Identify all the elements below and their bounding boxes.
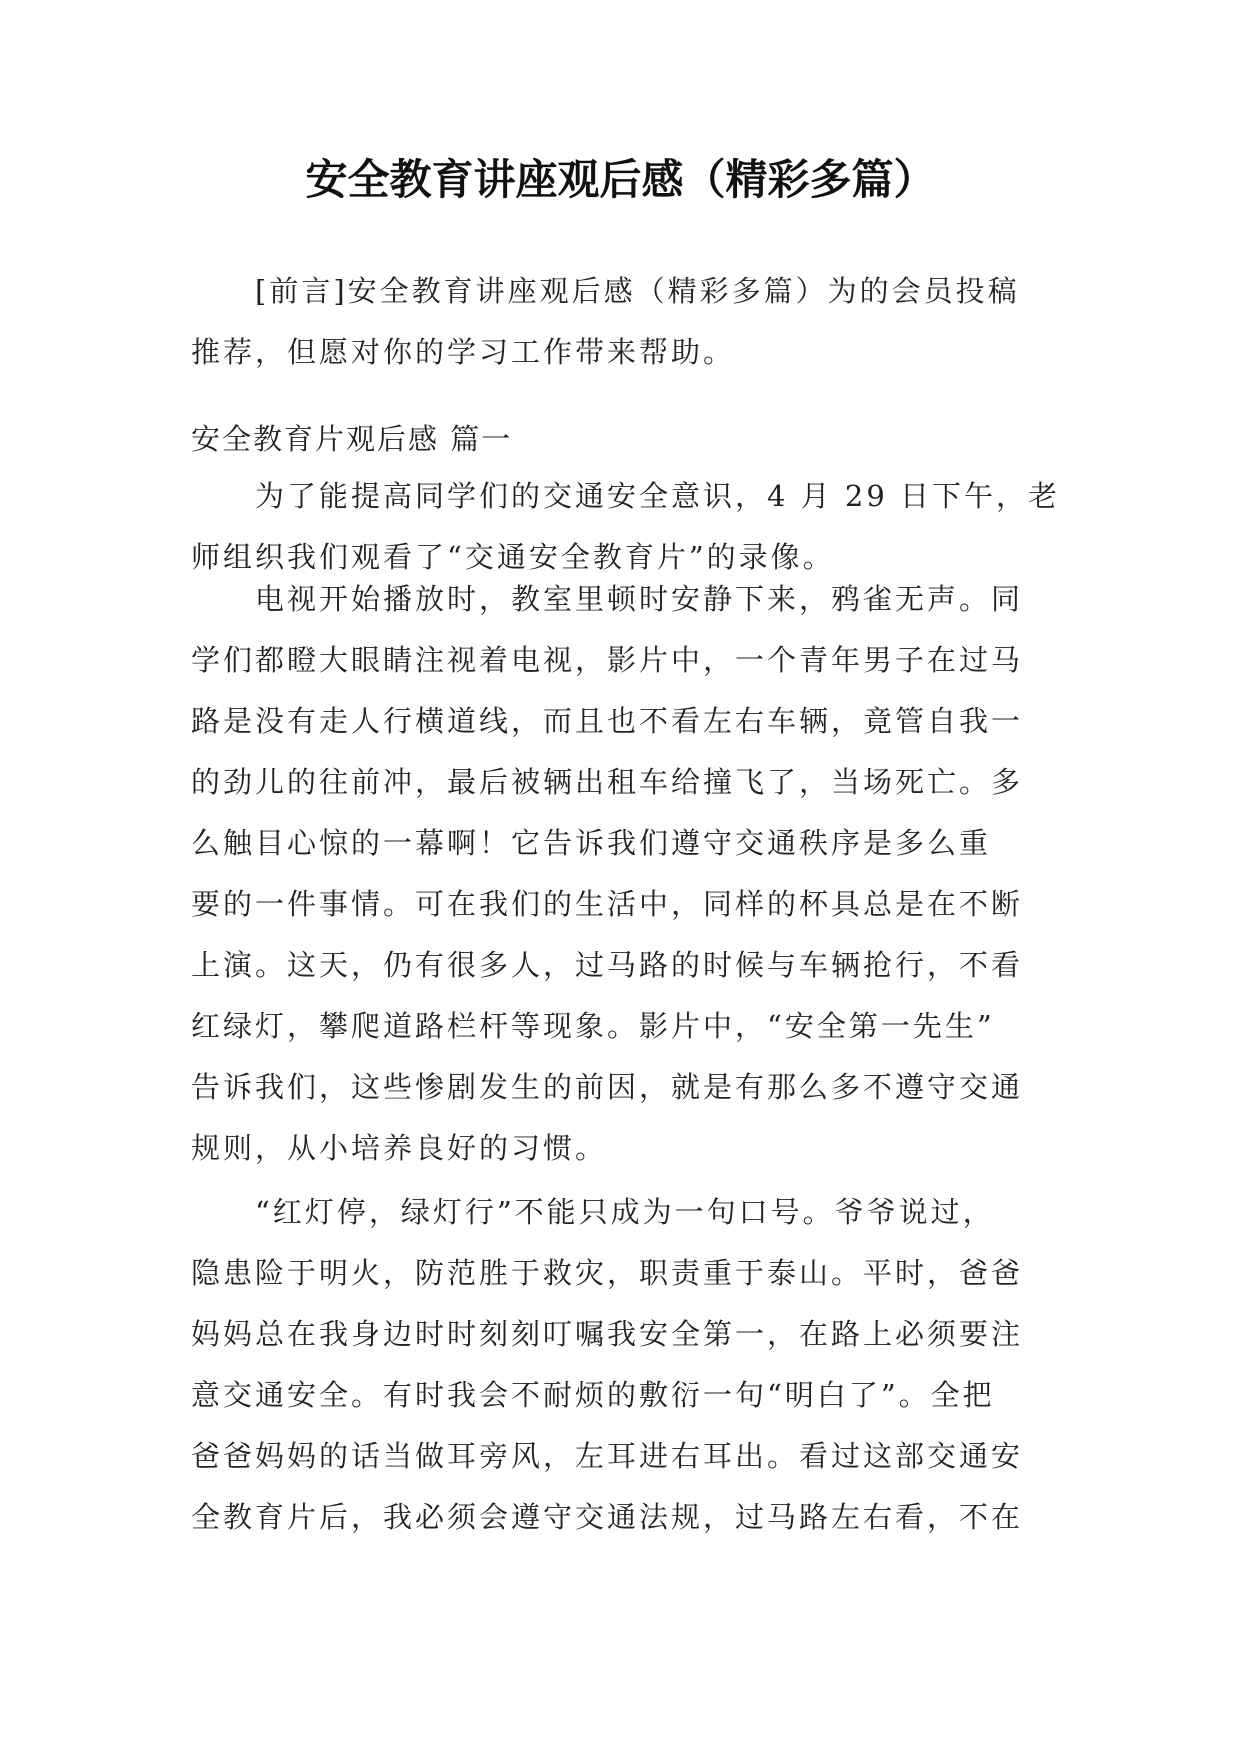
paragraph-line: 意交通安全。有时我会不耐烦的敷衍一句“明白了”。全把	[191, 1378, 995, 1412]
section-heading	[191, 409, 1051, 470]
preface-paragraph	[191, 261, 1051, 383]
preface-line: [前言]安全教育讲座观后感（精彩多篇）为的会员投稿	[255, 274, 1020, 308]
document-title: 安全教育讲座观后感（精彩多篇）	[305, 155, 936, 204]
paragraph-line: “红灯停，绿灯行”不能只成为一句口号。爷爷说过，	[255, 1195, 995, 1229]
paragraph-line: 要的一件事情。可在我们的生活中，同样的杯具总是在不断	[191, 887, 1024, 921]
paragraph-line: 告诉我们，这些惨剧发生的前因，就是有那么多不遵守交通	[191, 1070, 1024, 1104]
paragraph-line: 全教育片后，我必须会遵守交通法规，过马路左右看，不在	[191, 1500, 1024, 1534]
paragraph-line: 爸爸妈妈的话当做耳旁风，左耳进右耳出。看过这部交通安	[191, 1439, 1024, 1473]
paragraph-2	[191, 569, 1051, 1179]
paragraph-line: 的劲儿的往前冲，最后被辆出租车给撞飞了，当场死亡。多	[191, 765, 1024, 799]
paragraph-line: 路是没有走人行横道线，而且也不看左右车辆，竟管自我一	[191, 704, 1024, 738]
section-heading-text: 安全教育片观后感 篇一	[191, 422, 513, 456]
paragraph-line: 为了能提高同学们的交通安全意识，4 月 29 日下午，老	[255, 479, 1061, 513]
paragraph-line: 么触目心惊的一幕啊！它告诉我们遵守交通秩序是多么重	[191, 826, 992, 860]
preface-line: 推荐，但愿对你的学习工作带来帮助。	[191, 335, 736, 369]
paragraph-line: 隐患险于明火，防范胜于救灾，职责重于泰山。平时，爸爸	[191, 1256, 1024, 1290]
paragraph-line: 上演。这天，仍有很多人，过马路的时候与车辆抢行，不看	[191, 948, 1024, 982]
paragraph-line: 妈妈总在我身边时时刻刻叮嘱我安全第一，在路上必须要注	[191, 1317, 1024, 1351]
paragraph-line: 规则，从小培养良好的习惯。	[191, 1131, 608, 1165]
paragraph-3	[191, 1182, 1051, 1548]
paragraph-line: 红绿灯，攀爬道路栏杆等现象。影片中，“安全第一先生”	[191, 1009, 995, 1043]
paragraph-line: 电视开始播放时，教室里顿时安静下来，鸦雀无声。同	[255, 582, 1024, 616]
paragraph-line: 师组织我们观看了“交通安全教育片”的录像。	[191, 540, 835, 574]
paragraph-line: 学们都瞪大眼睛注视着电视，影片中，一个青年男子在过马	[191, 643, 1024, 677]
